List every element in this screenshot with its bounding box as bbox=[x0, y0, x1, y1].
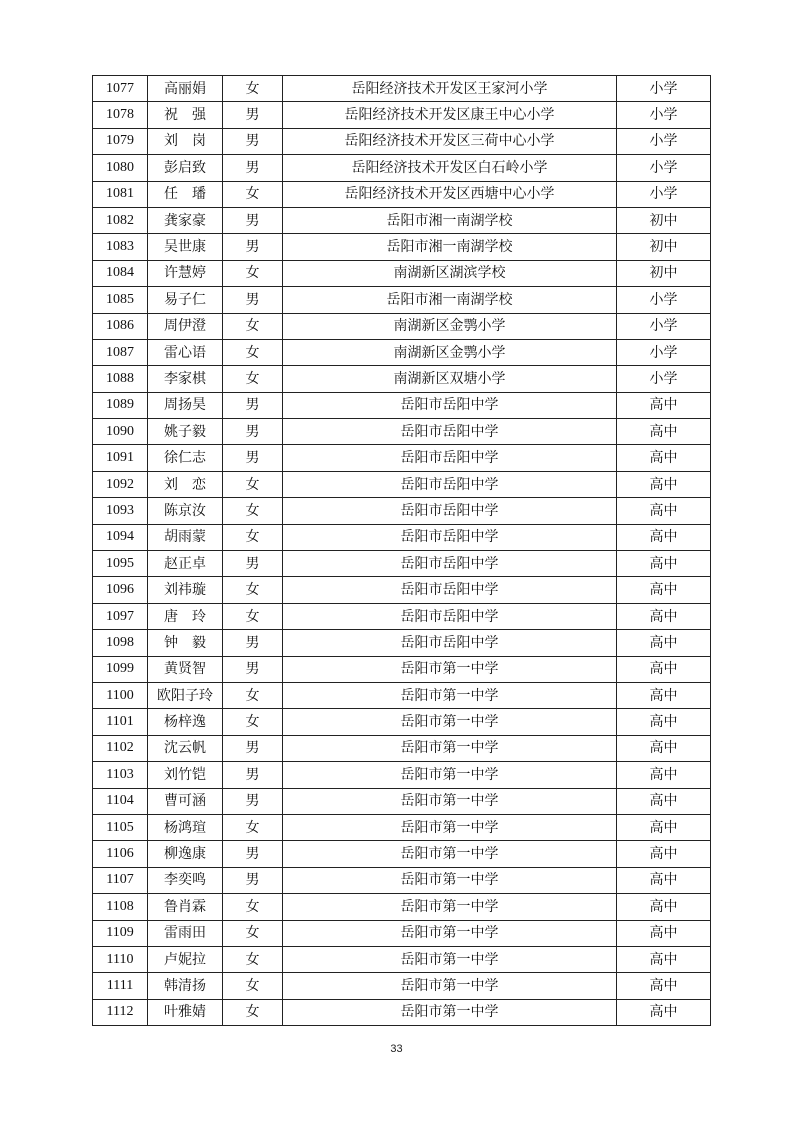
gender-cell: 女 bbox=[223, 498, 283, 524]
table-row bbox=[93, 551, 711, 577]
row-number-cell: 1112 bbox=[93, 999, 148, 1025]
name-cell: 周扬昊 bbox=[148, 392, 223, 418]
table-row bbox=[93, 524, 711, 550]
gender-cell: 男 bbox=[223, 867, 283, 893]
school-cell: 岳阳经济技术开发区王家河小学 bbox=[283, 76, 617, 102]
gender-cell: 男 bbox=[223, 128, 283, 154]
gender-cell: 男 bbox=[223, 788, 283, 814]
school-level-cell: 高中 bbox=[617, 814, 711, 840]
name-cell: 刘竹铠 bbox=[148, 762, 223, 788]
gender-cell: 男 bbox=[223, 656, 283, 682]
row-number-cell: 1078 bbox=[93, 102, 148, 128]
table-row bbox=[93, 313, 711, 339]
gender-cell: 女 bbox=[223, 366, 283, 392]
row-number-cell: 1098 bbox=[93, 630, 148, 656]
name-cell: 刘祎璇 bbox=[148, 577, 223, 603]
row-number-cell: 1077 bbox=[93, 76, 148, 102]
school-level-cell: 高中 bbox=[617, 524, 711, 550]
table-row bbox=[93, 339, 711, 365]
gender-cell: 女 bbox=[223, 999, 283, 1025]
table-row bbox=[93, 155, 711, 181]
school-level-cell: 高中 bbox=[617, 762, 711, 788]
gender-cell: 女 bbox=[223, 313, 283, 339]
table-row bbox=[93, 656, 711, 682]
table-row bbox=[93, 102, 711, 128]
row-number-cell: 1081 bbox=[93, 181, 148, 207]
row-number-cell: 1111 bbox=[93, 973, 148, 999]
school-level-cell: 高中 bbox=[617, 419, 711, 445]
school-cell: 岳阳市第一中学 bbox=[283, 814, 617, 840]
table-row bbox=[93, 682, 711, 708]
school-cell: 岳阳经济技术开发区三荷中心小学 bbox=[283, 128, 617, 154]
table-row bbox=[93, 814, 711, 840]
row-number-cell: 1107 bbox=[93, 867, 148, 893]
school-cell: 岳阳市第一中学 bbox=[283, 867, 617, 893]
gender-cell: 男 bbox=[223, 630, 283, 656]
name-cell: 卢妮拉 bbox=[148, 946, 223, 972]
name-cell: 曹可涵 bbox=[148, 788, 223, 814]
table-row bbox=[93, 867, 711, 893]
school-level-cell: 高中 bbox=[617, 788, 711, 814]
row-number-cell: 1106 bbox=[93, 841, 148, 867]
school-cell: 岳阳经济技术开发区白石岭小学 bbox=[283, 155, 617, 181]
gender-cell: 女 bbox=[223, 181, 283, 207]
gender-cell: 女 bbox=[223, 709, 283, 735]
row-number-cell: 1087 bbox=[93, 339, 148, 365]
gender-cell: 男 bbox=[223, 762, 283, 788]
table-row bbox=[93, 788, 711, 814]
table-row bbox=[93, 709, 711, 735]
school-cell: 岳阳市第一中学 bbox=[283, 946, 617, 972]
gender-cell: 女 bbox=[223, 76, 283, 102]
name-cell: 任 璠 bbox=[148, 181, 223, 207]
row-number-cell: 1083 bbox=[93, 234, 148, 260]
table-row bbox=[93, 207, 711, 233]
gender-cell: 男 bbox=[223, 234, 283, 260]
gender-cell: 女 bbox=[223, 894, 283, 920]
name-cell: 叶雅婧 bbox=[148, 999, 223, 1025]
name-cell: 柳逸康 bbox=[148, 841, 223, 867]
table-row bbox=[93, 498, 711, 524]
table-row bbox=[93, 999, 711, 1025]
school-cell: 岳阳市第一中学 bbox=[283, 656, 617, 682]
gender-cell: 女 bbox=[223, 260, 283, 286]
row-number-cell: 1092 bbox=[93, 471, 148, 497]
gender-cell: 女 bbox=[223, 946, 283, 972]
table-row bbox=[93, 735, 711, 761]
school-level-cell: 高中 bbox=[617, 445, 711, 471]
school-cell: 岳阳市第一中学 bbox=[283, 762, 617, 788]
school-cell: 岳阳市第一中学 bbox=[283, 682, 617, 708]
school-level-cell: 高中 bbox=[617, 867, 711, 893]
name-cell: 祝 强 bbox=[148, 102, 223, 128]
name-cell: 徐仁志 bbox=[148, 445, 223, 471]
name-cell: 雷雨田 bbox=[148, 920, 223, 946]
school-level-cell: 小学 bbox=[617, 339, 711, 365]
school-level-cell: 高中 bbox=[617, 577, 711, 603]
gender-cell: 女 bbox=[223, 814, 283, 840]
gender-cell: 女 bbox=[223, 471, 283, 497]
school-level-cell: 高中 bbox=[617, 841, 711, 867]
school-cell: 岳阳市第一中学 bbox=[283, 841, 617, 867]
name-cell: 周伊澄 bbox=[148, 313, 223, 339]
school-cell: 岳阳市湘一南湖学校 bbox=[283, 234, 617, 260]
name-cell: 龚家豪 bbox=[148, 207, 223, 233]
table-row bbox=[93, 392, 711, 418]
gender-cell: 女 bbox=[223, 603, 283, 629]
row-number-cell: 1088 bbox=[93, 366, 148, 392]
table-row bbox=[93, 445, 711, 471]
school-cell: 岳阳经济技术开发区西塘中心小学 bbox=[283, 181, 617, 207]
gender-cell: 女 bbox=[223, 973, 283, 999]
gender-cell: 女 bbox=[223, 682, 283, 708]
gender-cell: 男 bbox=[223, 735, 283, 761]
school-cell: 岳阳市岳阳中学 bbox=[283, 392, 617, 418]
school-level-cell: 高中 bbox=[617, 630, 711, 656]
name-cell: 韩清扬 bbox=[148, 973, 223, 999]
school-level-cell: 高中 bbox=[617, 551, 711, 577]
school-cell: 岳阳市第一中学 bbox=[283, 788, 617, 814]
gender-cell: 男 bbox=[223, 207, 283, 233]
row-number-cell: 1086 bbox=[93, 313, 148, 339]
row-number-cell: 1108 bbox=[93, 894, 148, 920]
name-cell: 李家棋 bbox=[148, 366, 223, 392]
school-cell: 南湖新区金鹗小学 bbox=[283, 339, 617, 365]
school-cell: 南湖新区双塘小学 bbox=[283, 366, 617, 392]
school-level-cell: 高中 bbox=[617, 392, 711, 418]
row-number-cell: 1101 bbox=[93, 709, 148, 735]
school-level-cell: 初中 bbox=[617, 260, 711, 286]
name-cell: 沈云帆 bbox=[148, 735, 223, 761]
school-cell: 岳阳市第一中学 bbox=[283, 999, 617, 1025]
row-number-cell: 1110 bbox=[93, 946, 148, 972]
name-cell: 陈京汝 bbox=[148, 498, 223, 524]
school-cell: 岳阳市第一中学 bbox=[283, 973, 617, 999]
school-level-cell: 初中 bbox=[617, 234, 711, 260]
school-level-cell: 小学 bbox=[617, 181, 711, 207]
school-level-cell: 高中 bbox=[617, 920, 711, 946]
school-cell: 岳阳市岳阳中学 bbox=[283, 551, 617, 577]
name-cell: 唐 玲 bbox=[148, 603, 223, 629]
name-cell: 钟 毅 bbox=[148, 630, 223, 656]
table-row bbox=[93, 841, 711, 867]
name-cell: 易子仁 bbox=[148, 287, 223, 313]
table-row bbox=[93, 366, 711, 392]
table-row bbox=[93, 181, 711, 207]
name-cell: 杨鸿瑄 bbox=[148, 814, 223, 840]
gender-cell: 女 bbox=[223, 524, 283, 550]
name-cell: 雷心语 bbox=[148, 339, 223, 365]
name-cell: 鲁肖霖 bbox=[148, 894, 223, 920]
gender-cell: 女 bbox=[223, 920, 283, 946]
gender-cell: 男 bbox=[223, 155, 283, 181]
school-level-cell: 高中 bbox=[617, 999, 711, 1025]
school-level-cell: 小学 bbox=[617, 155, 711, 181]
table-row bbox=[93, 894, 711, 920]
name-cell: 杨梓逸 bbox=[148, 709, 223, 735]
table-row bbox=[93, 603, 711, 629]
row-number-cell: 1091 bbox=[93, 445, 148, 471]
school-level-cell: 小学 bbox=[617, 102, 711, 128]
school-cell: 岳阳市第一中学 bbox=[283, 709, 617, 735]
school-cell: 岳阳市第一中学 bbox=[283, 920, 617, 946]
table-row bbox=[93, 128, 711, 154]
school-cell: 岳阳市湘一南湖学校 bbox=[283, 287, 617, 313]
row-number-cell: 1100 bbox=[93, 682, 148, 708]
school-level-cell: 初中 bbox=[617, 207, 711, 233]
school-cell: 岳阳市岳阳中学 bbox=[283, 603, 617, 629]
gender-cell: 男 bbox=[223, 287, 283, 313]
name-cell: 姚子毅 bbox=[148, 419, 223, 445]
school-cell: 岳阳市岳阳中学 bbox=[283, 445, 617, 471]
gender-cell: 男 bbox=[223, 392, 283, 418]
table-row bbox=[93, 287, 711, 313]
row-number-cell: 1090 bbox=[93, 419, 148, 445]
school-cell: 岳阳市第一中学 bbox=[283, 735, 617, 761]
row-number-cell: 1097 bbox=[93, 603, 148, 629]
roster-table-body bbox=[93, 76, 711, 1026]
school-cell: 岳阳市湘一南湖学校 bbox=[283, 207, 617, 233]
gender-cell: 男 bbox=[223, 445, 283, 471]
table-row bbox=[93, 973, 711, 999]
school-cell: 岳阳市第一中学 bbox=[283, 894, 617, 920]
school-level-cell: 高中 bbox=[617, 946, 711, 972]
school-level-cell: 小学 bbox=[617, 287, 711, 313]
table-row bbox=[93, 260, 711, 286]
name-cell: 李奕鸣 bbox=[148, 867, 223, 893]
row-number-cell: 1093 bbox=[93, 498, 148, 524]
table-row bbox=[93, 234, 711, 260]
school-level-cell: 高中 bbox=[617, 682, 711, 708]
gender-cell: 男 bbox=[223, 419, 283, 445]
school-level-cell: 小学 bbox=[617, 128, 711, 154]
school-cell: 南湖新区湖滨学校 bbox=[283, 260, 617, 286]
school-cell: 岳阳市岳阳中学 bbox=[283, 577, 617, 603]
name-cell: 黄贤智 bbox=[148, 656, 223, 682]
table-row bbox=[93, 920, 711, 946]
school-level-cell: 高中 bbox=[617, 735, 711, 761]
row-number-cell: 1089 bbox=[93, 392, 148, 418]
table-row bbox=[93, 471, 711, 497]
row-number-cell: 1082 bbox=[93, 207, 148, 233]
school-level-cell: 高中 bbox=[617, 709, 711, 735]
gender-cell: 男 bbox=[223, 841, 283, 867]
school-level-cell: 小学 bbox=[617, 76, 711, 102]
table-row bbox=[93, 630, 711, 656]
gender-cell: 男 bbox=[223, 551, 283, 577]
row-number-cell: 1109 bbox=[93, 920, 148, 946]
row-number-cell: 1085 bbox=[93, 287, 148, 313]
name-cell: 胡雨蒙 bbox=[148, 524, 223, 550]
name-cell: 彭启致 bbox=[148, 155, 223, 181]
school-cell: 岳阳经济技术开发区康王中心小学 bbox=[283, 102, 617, 128]
page-number: 33 bbox=[390, 1043, 403, 1055]
row-number-cell: 1103 bbox=[93, 762, 148, 788]
school-cell: 南湖新区金鹗小学 bbox=[283, 313, 617, 339]
name-cell: 刘 恋 bbox=[148, 471, 223, 497]
school-cell: 岳阳市岳阳中学 bbox=[283, 630, 617, 656]
table-row bbox=[93, 419, 711, 445]
table-row bbox=[93, 762, 711, 788]
roster-table bbox=[92, 75, 711, 1026]
name-cell: 赵正卓 bbox=[148, 551, 223, 577]
row-number-cell: 1094 bbox=[93, 524, 148, 550]
row-number-cell: 1105 bbox=[93, 814, 148, 840]
school-level-cell: 小学 bbox=[617, 313, 711, 339]
row-number-cell: 1102 bbox=[93, 735, 148, 761]
row-number-cell: 1104 bbox=[93, 788, 148, 814]
school-cell: 岳阳市岳阳中学 bbox=[283, 419, 617, 445]
name-cell: 欧阳子玲 bbox=[148, 682, 223, 708]
row-number-cell: 1084 bbox=[93, 260, 148, 286]
school-level-cell: 高中 bbox=[617, 894, 711, 920]
row-number-cell: 1080 bbox=[93, 155, 148, 181]
school-level-cell: 高中 bbox=[617, 603, 711, 629]
school-cell: 岳阳市岳阳中学 bbox=[283, 471, 617, 497]
school-cell: 岳阳市岳阳中学 bbox=[283, 524, 617, 550]
school-level-cell: 高中 bbox=[617, 656, 711, 682]
school-level-cell: 高中 bbox=[617, 471, 711, 497]
name-cell: 刘 岗 bbox=[148, 128, 223, 154]
gender-cell: 女 bbox=[223, 339, 283, 365]
school-level-cell: 高中 bbox=[617, 498, 711, 524]
gender-cell: 男 bbox=[223, 102, 283, 128]
row-number-cell: 1079 bbox=[93, 128, 148, 154]
school-cell: 岳阳市岳阳中学 bbox=[283, 498, 617, 524]
row-number-cell: 1095 bbox=[93, 551, 148, 577]
name-cell: 高丽娟 bbox=[148, 76, 223, 102]
row-number-cell: 1096 bbox=[93, 577, 148, 603]
gender-cell: 女 bbox=[223, 577, 283, 603]
table-row bbox=[93, 946, 711, 972]
table-row bbox=[93, 76, 711, 102]
name-cell: 许慧婷 bbox=[148, 260, 223, 286]
school-level-cell: 小学 bbox=[617, 366, 711, 392]
table-row bbox=[93, 577, 711, 603]
row-number-cell: 1099 bbox=[93, 656, 148, 682]
name-cell: 吴世康 bbox=[148, 234, 223, 260]
school-level-cell: 高中 bbox=[617, 973, 711, 999]
